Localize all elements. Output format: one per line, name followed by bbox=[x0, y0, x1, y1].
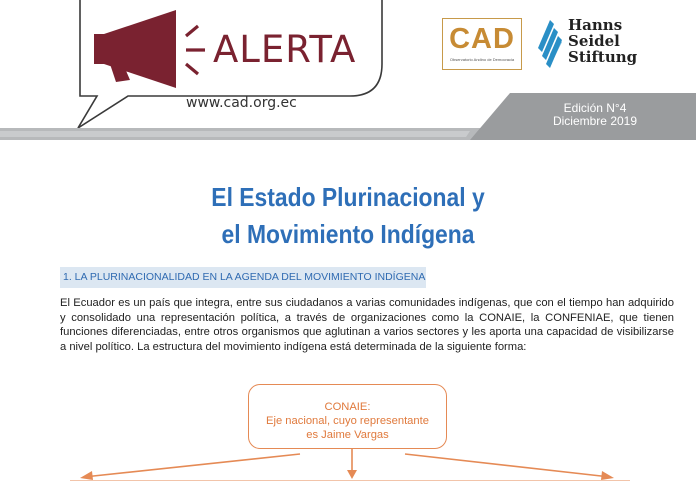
section-heading: 1. LA PLURINACIONALIDAD EN LA AGENDA DEL MOVIMIENTO INDÍGENA bbox=[60, 267, 426, 288]
site-url[interactable]: www.cad.org.ec bbox=[186, 95, 297, 111]
page-title-line2: el Movimiento Indígena bbox=[221, 219, 475, 249]
partner-name: Hanns Seidel Stiftung bbox=[568, 16, 638, 66]
edition-date: Diciembre 2019 bbox=[552, 114, 638, 128]
body-paragraph: El Ecuador es un país que integra, entre sus ciudadanos a varias comunidades indígenas, que con el tiempo han adquirido y consolidado una representación política, a través de organizaciones como la CONAIE, la CONFENIAE, que tienen funciones diferenciadas, entre otros organismos que aglutinan a varios sectores y les aporta una capacidad de visibilizarse a nivel político. La estructura del movimiento indígena está determinada de la siguiente forma: bbox=[60, 297, 674, 353]
cad-logo-subtitle: Observatorio Andino de Democracia bbox=[449, 57, 515, 62]
cad-logo-text: CAD bbox=[449, 23, 515, 55]
conaie-box bbox=[248, 384, 447, 449]
edition-number: Edición N°4 bbox=[563, 101, 627, 115]
conaie-description: Eje nacional, cuyo representante bbox=[266, 415, 429, 427]
alert-title: ALERTA bbox=[213, 28, 357, 71]
conaie-label: CONAIE: bbox=[324, 401, 371, 413]
page-title-line1: El Estado Plurinacional y bbox=[211, 182, 485, 212]
conaie-representative: es Jaime Vargas bbox=[306, 429, 389, 441]
